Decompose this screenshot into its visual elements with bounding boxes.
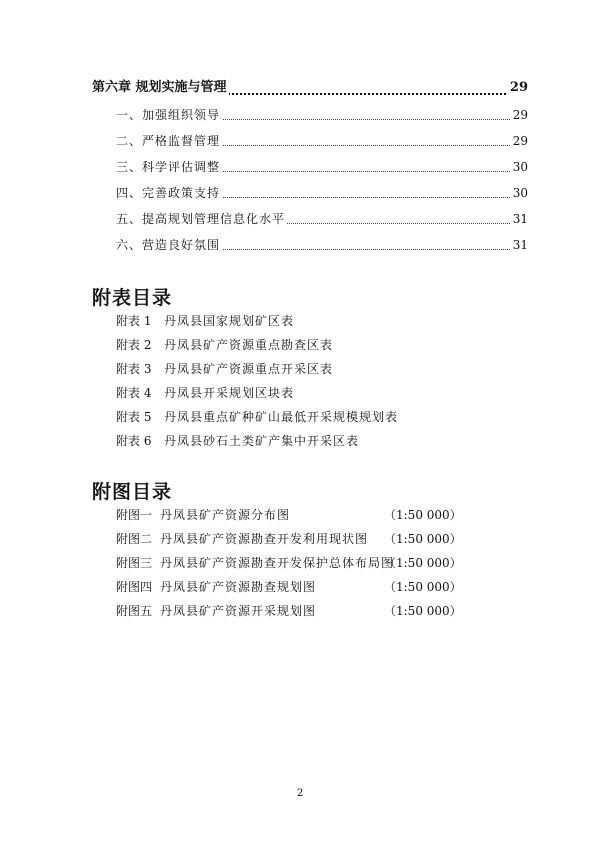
toc-section-row[interactable] <box>0 157 600 177</box>
toc-section-page: 31 <box>511 209 528 229</box>
toc-section-page: 30 <box>511 157 528 177</box>
appendix-figure-title: 丹凤县矿产资源勘查开发保护总体布局图 <box>160 556 395 570</box>
toc-section-row[interactable] <box>0 235 600 255</box>
appendix-table-item[interactable] <box>116 311 294 331</box>
appendix-figure-title: 丹凤县矿产资源开采规划图 <box>160 604 317 618</box>
toc-chapter-page: 29 <box>508 78 528 98</box>
appendix-table-item[interactable] <box>116 431 359 451</box>
appendix-figure-number: 附图三 <box>116 556 153 570</box>
appendix-figure-item[interactable] <box>116 577 462 597</box>
appendix-table-number: 附表 1 <box>116 314 152 328</box>
appendix-table-number: 附表 4 <box>116 386 152 400</box>
appendix-table-number: 附表 5 <box>116 410 152 424</box>
appendix-figure-title: 丹凤县矿产资源分布图 <box>160 508 291 522</box>
toc-chapter-label: 第六章 规划实施与管理 <box>92 78 229 98</box>
appendix-table-number: 附表 3 <box>116 362 152 376</box>
toc-section-page: 29 <box>511 105 528 125</box>
appendix-figure-scale: （1:50 000） <box>384 556 462 570</box>
toc-section-row[interactable] <box>0 209 600 229</box>
appendix-figure-item[interactable] <box>116 505 462 525</box>
toc-section-row[interactable] <box>0 183 600 203</box>
toc-section-page: 30 <box>511 183 528 203</box>
appendix-table-item[interactable] <box>116 335 333 355</box>
appendix-figure-number: 附图二 <box>116 532 153 546</box>
page-number: 2 <box>296 788 304 799</box>
appendix-figure-item[interactable] <box>116 601 462 621</box>
appendix-table-title: 丹凤县重点矿种矿山最低开采规模规划表 <box>164 410 399 424</box>
toc-section-label: 五、提高规划管理信息化水平 <box>116 209 287 229</box>
toc-section-row[interactable] <box>0 105 600 125</box>
appendix-table-title: 丹凤县国家规划矿区表 <box>164 314 295 328</box>
appendix-figure-title: 丹凤县矿产资源勘查规划图 <box>160 580 317 594</box>
toc-section-page: 31 <box>511 235 528 255</box>
appendix-figure-item[interactable] <box>116 529 462 549</box>
appendix-table-item[interactable] <box>116 407 398 427</box>
toc-section-label: 六、营造良好氛围 <box>116 235 222 255</box>
appendix-table-item[interactable] <box>116 383 294 403</box>
toc-section-label: 三、科学评估调整 <box>116 157 222 177</box>
appendix-figure-title: 丹凤县矿产资源勘查开发利用现状图 <box>160 532 369 546</box>
appendix-figures-heading: 附图目录 <box>92 481 173 503</box>
appendix-figure-number: 附图一 <box>116 508 153 522</box>
appendix-table-title: 丹凤县开采规划区块表 <box>164 386 295 400</box>
appendix-figure-scale: （1:50 000） <box>384 604 462 618</box>
toc-chapter-row[interactable] <box>0 78 600 98</box>
toc-section-page: 29 <box>511 131 528 151</box>
appendix-table-title: 丹凤县矿产资源重点勘查区表 <box>164 338 334 352</box>
appendix-table-title: 丹凤县矿产资源重点开采区表 <box>164 362 334 376</box>
appendix-figure-scale: （1:50 000） <box>384 508 462 522</box>
appendix-figure-scale: （1:50 000） <box>384 532 462 546</box>
appendix-table-item[interactable] <box>116 359 333 379</box>
toc-section-label: 一、加强组织领导 <box>116 105 222 125</box>
appendix-table-title: 丹凤县砂石土类矿产集中开采区表 <box>164 434 360 448</box>
appendix-tables-heading: 附表目录 <box>92 287 173 309</box>
appendix-figure-number: 附图四 <box>116 580 153 594</box>
toc-section-row[interactable] <box>0 131 600 151</box>
appendix-table-number: 附表 2 <box>116 338 152 352</box>
appendix-figure-number: 附图五 <box>116 604 153 618</box>
toc-section-label: 四、完善政策支持 <box>116 183 222 203</box>
toc-section-label: 二、严格监督管理 <box>116 131 222 151</box>
appendix-figure-scale: （1:50 000） <box>384 580 462 594</box>
appendix-figure-item[interactable] <box>116 553 462 573</box>
appendix-table-number: 附表 6 <box>116 434 152 448</box>
